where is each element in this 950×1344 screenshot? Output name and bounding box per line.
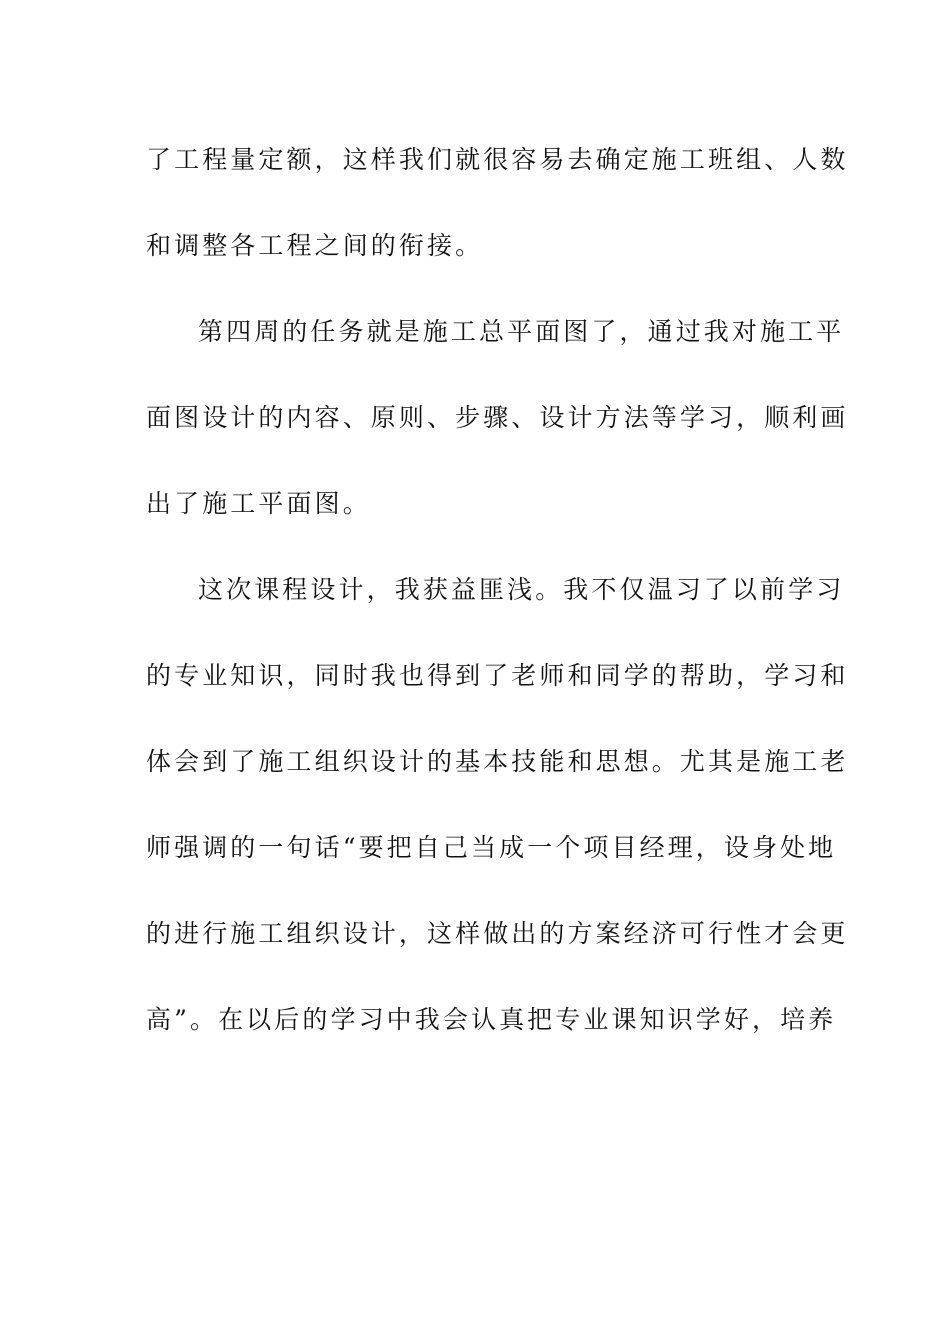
text-line-6: 这次课程设计，我获益匪浅。我不仅温习了以前学习 xyxy=(198,575,845,604)
text-line-10: 的进行施工组织设计，这样做出的方案经济可行性才会更 xyxy=(146,919,849,948)
text-line-7: 的专业知识，同时我也得到了老师和同学的帮助，学习和 xyxy=(146,661,849,690)
text-line-2: 和调整各工程之间的衔接。 xyxy=(146,231,484,260)
text-line-5: 出了施工平面图。 xyxy=(146,489,371,518)
text-line-3: 第四周的任务就是施工总平面图了，通过我对施工平 xyxy=(198,317,845,346)
text-line-4: 面图设计的内容、原则、步骤、设计方法等学习，顺利画 xyxy=(146,403,849,432)
text-line-8: 体会到了施工组织设计的基本技能和思想。尤其是施工老 xyxy=(146,747,849,776)
text-line-9: 师强调的一句话“要把自己当成一个项目经理，设身处地 xyxy=(146,833,837,862)
text-line-1: 了工程量定额，这样我们就很容易去确定施工班组、人数 xyxy=(146,145,849,174)
text-line-11: 高”。在以后的学习中我会认真把专业课知识学好，培养 xyxy=(146,1005,837,1034)
